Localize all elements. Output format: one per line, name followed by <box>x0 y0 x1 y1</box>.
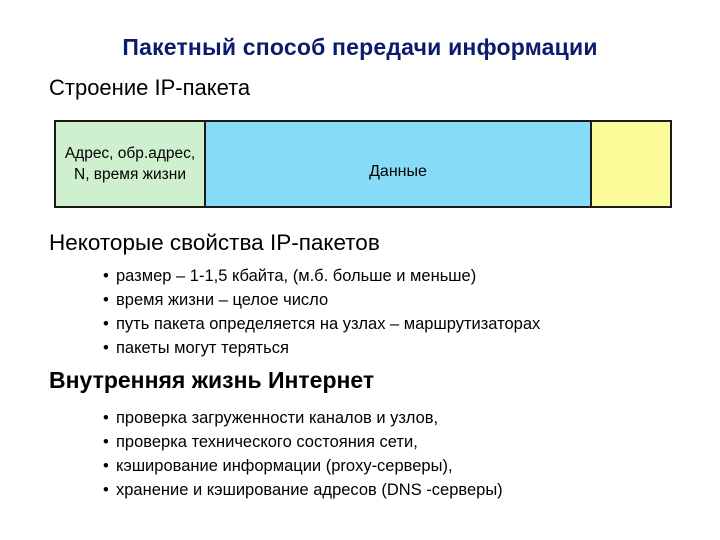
ip-packet-diagram <box>54 120 672 208</box>
list-item: • проверка загруженности каналов и узлов, <box>103 406 503 430</box>
list-item: • путь пакета определяется на узлах – маршрутизаторах <box>103 312 540 336</box>
list-item: • размер – 1-1,5 кбайта, (м.б. больше и меньше) <box>103 264 540 288</box>
slide-title: Пакетный способ передачи информации <box>122 34 598 60</box>
list-item: • хранение и кэширование адресов (DNS -серверы) <box>103 478 503 502</box>
inner-life-list <box>103 406 503 502</box>
list-item: • кэширование информации (proxy-серверы), <box>103 454 503 478</box>
packet-data-cell: Данные <box>206 122 592 206</box>
section-heading-properties: Некоторые свойства IP-пакетов <box>49 230 380 255</box>
section-heading-structure: Строение IP-пакета <box>49 75 251 100</box>
list-item: • время жизни – целое число <box>103 288 540 312</box>
list-item: • пакеты могут теряться <box>103 336 540 360</box>
packet-header-cell: Адрес, обр.адрес, N, время жизни <box>56 122 206 206</box>
packet-tail-cell <box>592 122 670 206</box>
properties-list <box>103 264 540 360</box>
list-item: • проверка технического состояния сети, <box>103 430 503 454</box>
section-heading-inner-life: Внутренняя жизнь Интернет <box>49 367 375 393</box>
